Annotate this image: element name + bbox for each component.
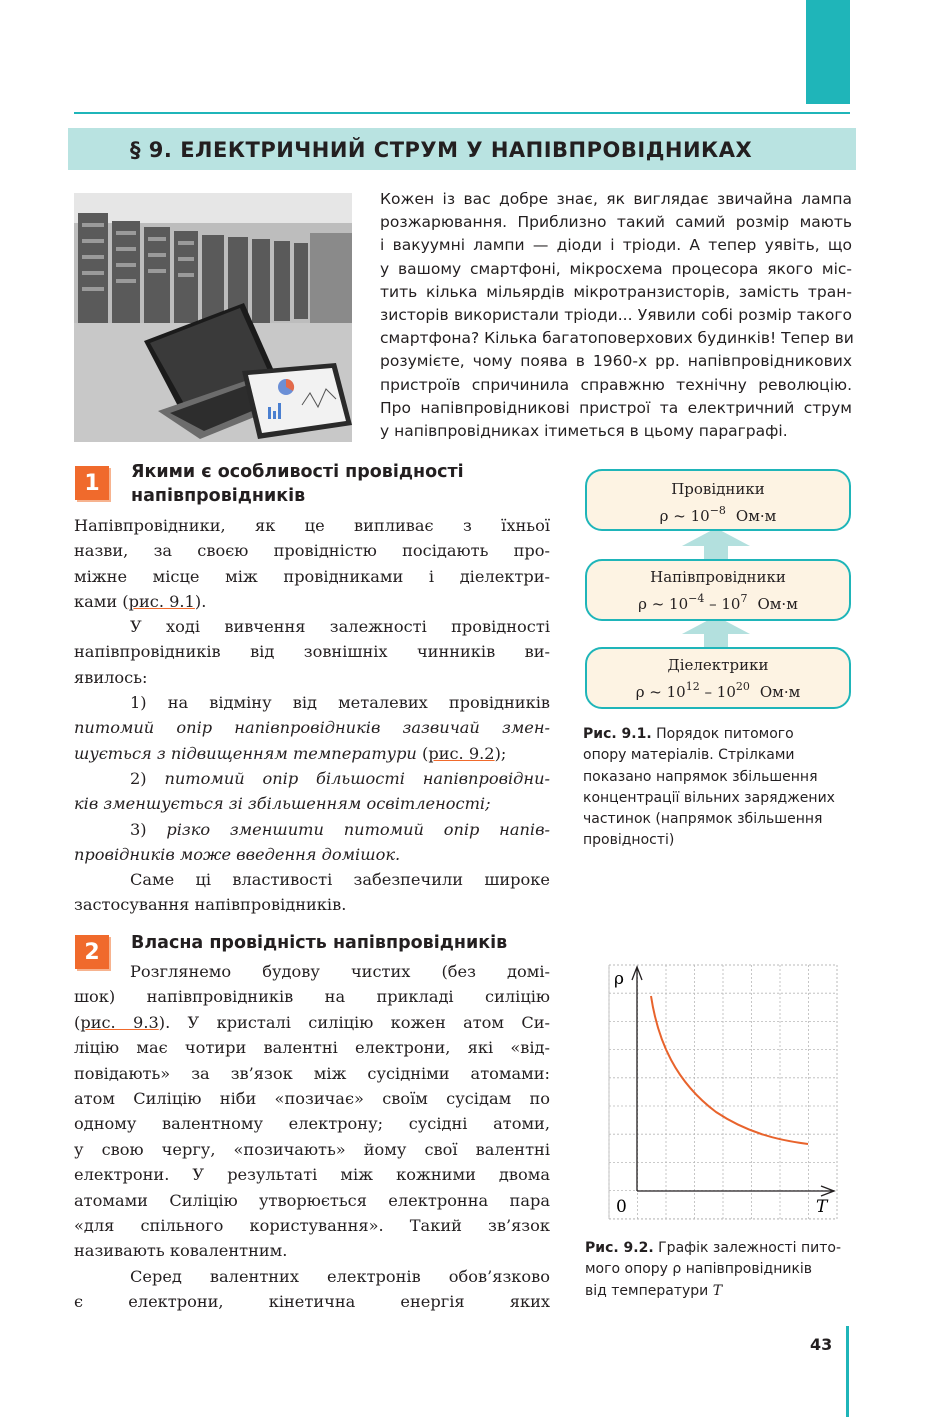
text-line: повідають» за зв’язок між сусідніми атомами:: [74, 1063, 550, 1083]
y-axis-label: ρ: [614, 969, 624, 989]
intro-line: пристроїв спричинила справжню технічну революцію.: [380, 375, 852, 394]
figure-reference-link[interactable]: рис. 9.2: [428, 743, 495, 763]
resistivity-temperature-graph: [606, 962, 840, 1222]
list-number: 2): [130, 768, 165, 788]
text-line: Серед валентних електронів обов’язково: [130, 1266, 550, 1286]
intro-line: Про напівпровідникові пристрої та електричний струм: [380, 398, 852, 417]
figure-reference-link[interactable]: рис. 9.3: [80, 1012, 159, 1032]
text-fragment: ками (: [74, 591, 129, 611]
exponent: 12: [685, 680, 700, 693]
text-fragment: шується з підвищенням температури: [74, 743, 417, 763]
section-title-line: Якими є особливості провідності: [131, 462, 464, 482]
caption-line: концентрації вільних заряджених: [583, 789, 835, 806]
list-item-line: провідників може введення домішок.: [74, 844, 401, 864]
intro-paragraph: [380, 188, 852, 443]
text-line: Саме ці властивості забезпечили широке: [130, 870, 550, 890]
exponent: −4: [688, 592, 705, 605]
intro-line: у напівпровідниках ітиметься в цьому параграфі.: [380, 422, 788, 441]
text-line: [74, 1010, 550, 1035]
page-title: § 9. ЕЛЕКТРИЧНИЙ СТРУМ У НАПІВПРОВІДНИКАХ: [130, 138, 753, 162]
section-number-badge: 1: [75, 466, 109, 500]
text-line: атом Силіцію ніби «позичає» своїм сусідам по: [74, 1089, 550, 1109]
text-line: атомами Силіцію утворюється електронна пара: [74, 1190, 550, 1210]
list-item-line: [74, 817, 550, 842]
formula-part: ρ ~ 10: [635, 683, 686, 701]
formula-part: ρ ~ 10: [638, 595, 689, 613]
unit: Ом·м: [735, 507, 777, 525]
intro-line: розжарювання. Приблизно такий самий розмір мають: [380, 213, 852, 232]
section-number-badge: 2: [75, 935, 109, 969]
page-number: 43: [810, 1335, 833, 1354]
intro-line: розумієте, чому поява в 1960-х рр. напівпровідникових: [380, 352, 852, 371]
x-axis-label: T: [816, 1197, 828, 1217]
origin-label: 0: [616, 1197, 627, 1217]
caption-text: від температури: [585, 1282, 713, 1299]
section1-body: [74, 513, 550, 918]
box-conductors: [586, 470, 850, 530]
exponent: −8: [709, 504, 726, 517]
caption-text: Графік залежності пито-: [653, 1240, 842, 1256]
resistivity-curve: [651, 996, 808, 1144]
intro-line: і вакуумні лампи — діоди і тріоди. А тепер уявіть, що: [380, 236, 852, 255]
figure-caption: [583, 724, 853, 852]
text-fragment: );: [494, 743, 507, 763]
graph-grid: [609, 965, 837, 1219]
text-line: ліцію має чотири валентні електрони, які «від-: [74, 1038, 550, 1058]
page-number-bar: [846, 1326, 849, 1417]
caption-line: частинок (напрямок збільшення: [583, 811, 823, 828]
section2-body: [74, 959, 550, 1315]
caption-line: [585, 1238, 855, 1259]
list-item-line: [74, 741, 550, 766]
exponent: 20: [735, 680, 750, 693]
intro-line: зисторів використали тріоди... Уявили собі розмір такого: [380, 306, 852, 325]
text-fragment: різко зменшити питомий опір напів-: [166, 819, 550, 839]
caption-text: Порядок питомого: [651, 726, 794, 742]
computers-photo: [74, 193, 352, 442]
formula-part: – 10: [704, 595, 741, 613]
formula-part: – 10: [699, 683, 736, 701]
intro-line: тить кілька мільярдів мікротранзисторів, замість тран-: [380, 282, 852, 301]
caption-line: провідності): [583, 832, 675, 849]
top-accent-bar: [806, 0, 850, 104]
caption-symbol: T: [712, 1282, 723, 1299]
text-line: явилось:: [74, 667, 148, 687]
text-line: застосування напівпровідників.: [74, 895, 347, 915]
caption-label: Рис. 9.2.: [585, 1240, 654, 1256]
intro-line: Кожен із вас добре знає, як виглядає звичайна лампа: [380, 190, 852, 208]
exponent: 7: [740, 592, 748, 605]
text-line: електрони. У результаті між кожними двома: [74, 1165, 550, 1185]
caption-line: [583, 724, 853, 745]
text-line: Розглянемо будову чистих (без домі-: [130, 962, 550, 981]
box-label: Діелектрики: [667, 656, 769, 674]
unit: Ом·м: [759, 683, 801, 701]
list-item-line: питомий опір напівпровідників зазвичай змен-: [74, 718, 550, 738]
resistivity-formula: [636, 680, 801, 701]
resistivity-formula: [638, 592, 798, 613]
text-fragment: (: [416, 743, 429, 763]
unit: Ом·м: [757, 595, 798, 613]
graph-frame: [609, 965, 837, 1219]
list-number: 3): [130, 819, 167, 839]
text-fragment: (: [74, 1012, 81, 1032]
caption-line: опору матеріалів. Стрілками: [583, 747, 795, 764]
text-fragment: питомий опір більшості напівпровідни-: [164, 768, 550, 788]
list-item-line: [74, 766, 550, 791]
text-line: У ході вивчення залежності провідності: [130, 617, 550, 637]
text-line: «для спільного користування». Такий зв’язок: [74, 1216, 550, 1236]
text-line: називають ковалентним.: [74, 1241, 288, 1261]
figure-reference-link[interactable]: рис. 9.1: [128, 591, 195, 611]
text-line: одному валентному електрону; сусідні атоми,: [74, 1114, 550, 1134]
section-title: [131, 460, 464, 508]
list-item-line: 1) на відміну від металевих провідників: [130, 693, 550, 713]
caption-line: показано напрямок збільшення: [583, 768, 818, 785]
text-line: назви, за своєю провідністю посідають про-: [74, 541, 550, 561]
top-rule: [74, 112, 850, 114]
text-line: шок) напівпровідників на прикладі силіцію: [74, 987, 550, 1007]
section-title: Власна провідність напівпровідників: [131, 933, 508, 953]
list-item-line: ків зменшується зі збільшенням освітленості;: [74, 794, 491, 814]
caption-label: Рис. 9.1.: [583, 726, 652, 742]
caption-line: мого опору ρ напівпровідників: [585, 1261, 813, 1278]
text-line: у свою чергу, «позичають» йому свої валентні: [74, 1139, 550, 1159]
box-label: Провідники: [671, 480, 765, 498]
box-label: Напівпровідники: [650, 568, 786, 586]
formula-part: ρ ~ 10: [659, 507, 710, 525]
text-line: міжне місце між провідниками і діелектри-: [74, 566, 550, 586]
text-line: є електрони, кінетична енергія яких: [74, 1292, 550, 1312]
caption-line: [585, 1281, 855, 1302]
figure-caption: [585, 1238, 855, 1302]
intro-line: у вашому смартфоні, мікросхема процесора якого міс-: [380, 259, 852, 278]
text-fragment: ).: [194, 591, 207, 611]
intro-line: смартфона? Кілька багатоповерхових будинків! Тепер ви: [380, 329, 854, 348]
text-line: Напівпровідники, як це випливає з їхньої: [74, 516, 550, 535]
text-fragment: ). У кристалі силіцію кожен атом Си-: [158, 1012, 550, 1032]
text-line: [74, 589, 550, 614]
section-title-line: напівпровідників: [131, 486, 306, 506]
text-line: напівпровідників від зовнішніх чинників ви-: [74, 642, 550, 662]
conductivity-order-diagram: [582, 466, 854, 714]
